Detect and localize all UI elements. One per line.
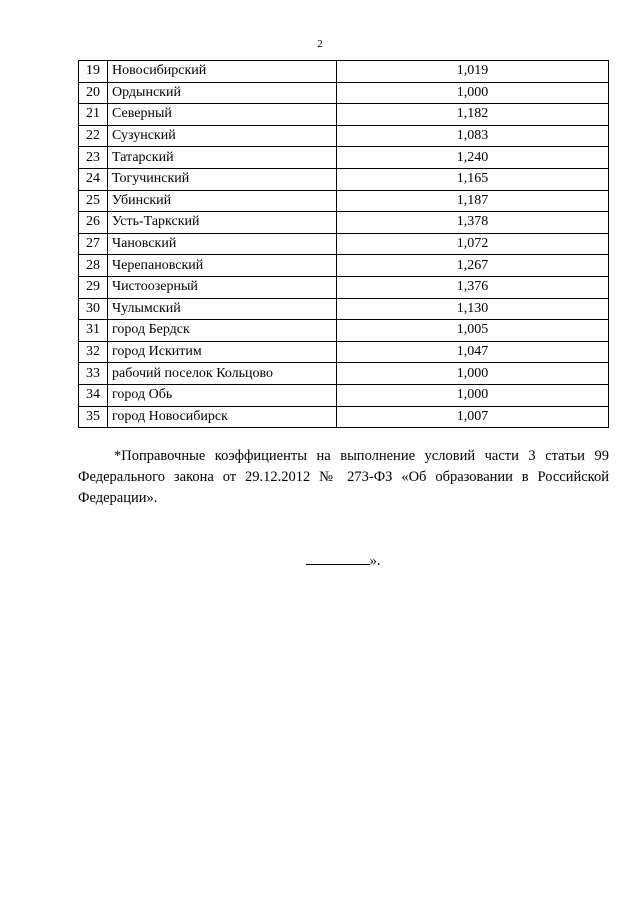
coefficient-value: 1,378 [337,212,609,234]
district-name: город Новосибирск [108,406,337,428]
district-name: Черепановский [108,255,337,277]
table-row [79,298,609,320]
table-row [79,168,609,190]
table-row [79,61,609,83]
row-number: 32 [79,341,108,363]
district-name: Сузунский [108,125,337,147]
table-row [79,125,609,147]
row-number: 25 [79,190,108,212]
row-number: 19 [79,61,108,83]
coefficient-value: 1,376 [337,276,609,298]
table-row [79,82,609,104]
coefficient-value: 1,187 [337,190,609,212]
district-name: Убинский [108,190,337,212]
closing-mark: ». [369,553,381,569]
table-body [79,61,609,428]
district-name: Усть-Таркский [108,212,337,234]
table-row [79,341,609,363]
table-row [79,255,609,277]
row-number: 21 [79,104,108,126]
table-row [79,384,609,406]
table-row [79,276,609,298]
coefficient-value: 1,130 [337,298,609,320]
district-name: город Бердск [108,320,337,342]
row-number: 27 [79,233,108,255]
coefficient-value: 1,047 [337,341,609,363]
district-name: Чановский [108,233,337,255]
table-row [79,320,609,342]
coefficient-value: 1,267 [337,255,609,277]
row-number: 30 [79,298,108,320]
coefficient-value: 1,019 [337,61,609,83]
coefficient-value: 1,000 [337,363,609,385]
district-name: Северный [108,104,337,126]
row-number: 20 [79,82,108,104]
signature-underline [306,551,370,565]
coefficient-value: 1,083 [337,125,609,147]
coefficient-value: 1,072 [337,233,609,255]
row-number: 24 [79,168,108,190]
page-number: 2 [317,38,323,50]
district-name: Ордынский [108,82,337,104]
coefficient-value: 1,240 [337,147,609,169]
table-row [79,406,609,428]
district-name: Новосибирский [108,61,337,83]
closing-line [0,551,640,570]
district-name: Татарский [108,147,337,169]
row-number: 35 [79,406,108,428]
coefficient-value: 1,000 [337,384,609,406]
district-name: Тогучинский [108,168,337,190]
row-number: 29 [79,276,108,298]
district-name: город Искитим [108,341,337,363]
table-row [79,104,609,126]
coefficient-value: 1,005 [337,320,609,342]
row-number: 31 [79,320,108,342]
coefficient-value: 1,000 [337,82,609,104]
coefficient-value: 1,182 [337,104,609,126]
row-number: 34 [79,384,108,406]
footnote: *Поправочные коэффициенты на выполнение условий части 3 статьи 99 Федерального закона от 29.12.2012 № 273-ФЗ «Об образовании в Российской Федерации». [78,448,609,506]
coefficient-value: 1,007 [337,406,609,428]
row-number: 28 [79,255,108,277]
coefficients-table [78,60,609,428]
row-number: 33 [79,363,108,385]
row-number: 26 [79,212,108,234]
table-row [79,190,609,212]
district-name: Чистоозерный [108,276,337,298]
coefficient-value: 1,165 [337,168,609,190]
table-row [79,233,609,255]
row-number: 22 [79,125,108,147]
table-row [79,147,609,169]
table-row [79,212,609,234]
district-name: Чулымский [108,298,337,320]
district-name: город Обь [108,384,337,406]
row-number: 23 [79,147,108,169]
district-name: рабочий поселок Кольцово [108,363,337,385]
table-row [79,363,609,385]
